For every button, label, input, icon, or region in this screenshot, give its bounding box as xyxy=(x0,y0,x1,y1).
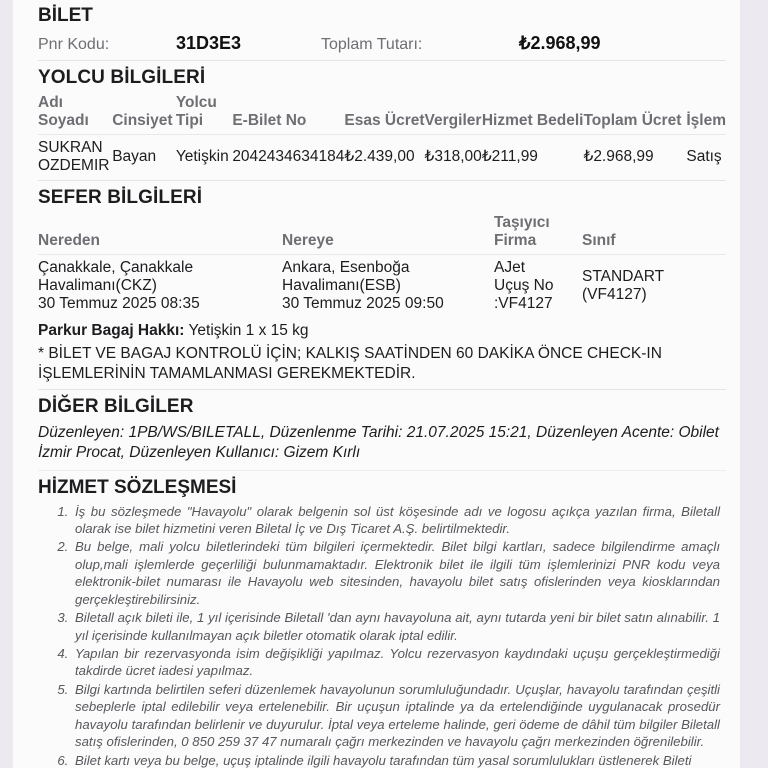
cell-eticket-no: 2042434634184 xyxy=(232,134,344,179)
cell-taxes: ₺318,00 xyxy=(425,134,482,179)
column-header-total-fare: Toplam Ücret xyxy=(583,112,682,130)
list-item: 6. Bilet kartı veya bu belge, uçuş iptalinde ilgili havayolu tarafından tüm yasal sorumlulukları üstlenerek Bileti xyxy=(72,752,720,768)
pnr-value: 31D3E3 xyxy=(176,32,242,53)
total-amount-label: Toplam Tutarı: xyxy=(321,35,423,53)
ticket-card xyxy=(13,0,740,768)
column-header-base-fare: Esas Ücret xyxy=(344,112,425,130)
column-header-destination: Nereye xyxy=(282,232,334,250)
flight-number: Uçuş No :VF4127 xyxy=(494,276,554,312)
total-amount-value: ₺2.968,99 xyxy=(519,32,601,53)
column-header-gender: Cinsiyet xyxy=(112,112,173,130)
passenger-table-header-row xyxy=(38,92,726,134)
other-section-body: Düzenleyen: 1PB/WS/BILETALL, Düzenlenme Tarihi: 21.07.2025 15:21, Düzenleyen Acente: Obilet İzmir Procat, Düzenleyen Kullanıcı: Gizem Kırlı xyxy=(38,424,719,462)
column-header-eticket-no: E-Bilet No xyxy=(232,112,307,130)
cell-origin xyxy=(38,254,282,317)
table-row xyxy=(38,254,726,317)
cell-carrier xyxy=(494,254,582,317)
column-header-taxes: Vergiler xyxy=(424,112,482,130)
column-header-service-fee: Hizmet Bedeli xyxy=(481,112,584,130)
column-header-class: Sınıf xyxy=(582,232,616,250)
pnr-summary-row xyxy=(38,28,726,60)
origin-datetime: 30 Temmuz 2025 08:35 xyxy=(38,294,200,312)
cell-service-fee: ₺211,99 xyxy=(482,134,584,179)
table-row xyxy=(38,134,726,179)
destination-datetime: 30 Temmuz 2025 09:50 xyxy=(282,294,444,312)
cell-gender: Bayan xyxy=(112,134,176,179)
baggage-allowance-label: Parkur Bagaj Hakkı: xyxy=(38,321,185,339)
flight-table xyxy=(38,212,726,317)
column-header-name: Adı Soyadı xyxy=(38,94,89,130)
carrier-name: AJet xyxy=(494,258,526,276)
cell-class: STANDART (VF4127) xyxy=(582,254,726,317)
baggage-allowance-value: Yetişkin 1 x 15 kg xyxy=(188,321,309,339)
list-item: 1. İş bu sözleşmede "Havayolu" olarak belgenin sol üst köşesinde adı ve logosu açıkça yazılan firma, Biletall olarak ise bilet hizmetini veren Biletal İç ve Dış Ticaret A.Ş. belirtilmektedir. xyxy=(72,503,720,538)
list-item: 4. Yapılan bir rezervasyonda isim değişikliği yapılmaz. Yolcu rezervasyon kaydındaki uçuşu gerçekleştirmediği takdirde ücret iadesi yapılmaz. xyxy=(72,645,720,680)
cell-total-fare: ₺2.968,99 xyxy=(583,134,681,179)
column-header-operation: İşlem xyxy=(686,112,726,130)
column-header-origin: Nereden xyxy=(38,232,101,250)
column-header-carrier: Taşıyıcı Firma xyxy=(494,214,550,250)
destination-place: Ankara, Esenboğa Havalimanı(ESB) xyxy=(282,258,410,294)
cell-base-fare: ₺2.439,00 xyxy=(344,134,424,179)
pnr-label: Pnr Kodu: xyxy=(38,35,110,53)
checkin-notice: * BİLET VE BAGAJ KONTROLÜ İÇİN; KALKIŞ SAATİNDEN 60 DAKİKA ÖNCE CHECK-IN İŞLEMLERİNİN TAMAMLANMASI GEREKMEKTEDİR. xyxy=(38,345,662,382)
cell-operation: Satış xyxy=(681,134,726,179)
list-item: 2. Bu belge, mali yolcu biletlerindeki tüm bilgileri içermektedir. Bilet bilgi kartları, sadece bilgilendirme amaçlı olup,mali işlemlerde geçerliliği bulunmamaktadır. Elektronik bilet ile ilgili tüm işlemlerinizi PNR kodu veya elektronik-bilet numarası ile Havayolu web sitesinden, havayolu bilet satış ofislerinden veya kiosklarından gerçekleştirebilirsiniz. xyxy=(72,538,720,608)
contract-section-heading: HİZMET SÖZLEŞMESİ xyxy=(38,476,237,498)
cell-passenger-name: SUKRAN OZDEMIR xyxy=(38,134,112,179)
flight-table-header-row xyxy=(38,212,726,254)
cell-destination xyxy=(282,254,494,317)
flight-section-heading: SEFER BİLGİLERİ xyxy=(38,186,203,208)
list-item: 3. Biletall açık bileti ile, 1 yıl içerisinde Biletall 'dan aynı havayoluna ait, aynı tutarda yeni bir bilet satın alınabilir. 1 yıl içerisinde kullanılmayan açık biletler otomatik olarak iptal edilir. xyxy=(72,609,720,644)
cell-passenger-type: Yetişkin xyxy=(176,134,232,179)
origin-place: Çanakkale, Çanakkale Havalimanı(CKZ) xyxy=(38,258,194,294)
baggage-allowance xyxy=(38,318,726,343)
page-title: BİLET xyxy=(38,5,93,26)
list-item: 5. Bilgi kartında belirtilen seferi düzenlemek havayolunun sorumluluğundadır. Uçuşlar, havayolu tarafından çeşitli sebeplerle iptal edilebilir veya ertelenebilir. Bir uçuşun iptalinde ya da ertelendiğinde uygulanacak prosedür havayolu tarafından belirlenir ve duyurulur. İptal veya erteleme halinde, geri ödeme de dâhil tüm bilgiler Biletall satış ofislerinden, 0 850 259 37 47 numaralı çağrı merkezinden ve havayolu çağrı merkezinden öğrenilebilir. xyxy=(72,681,720,751)
passenger-section-heading: YOLCU BİLGİLERİ xyxy=(38,66,206,88)
column-header-passenger-type: Yolcu Tipi xyxy=(175,94,217,130)
contract-terms-list xyxy=(38,503,726,768)
other-section-heading: DİĞER BİLGİLER xyxy=(38,395,194,417)
passenger-table xyxy=(38,92,726,180)
